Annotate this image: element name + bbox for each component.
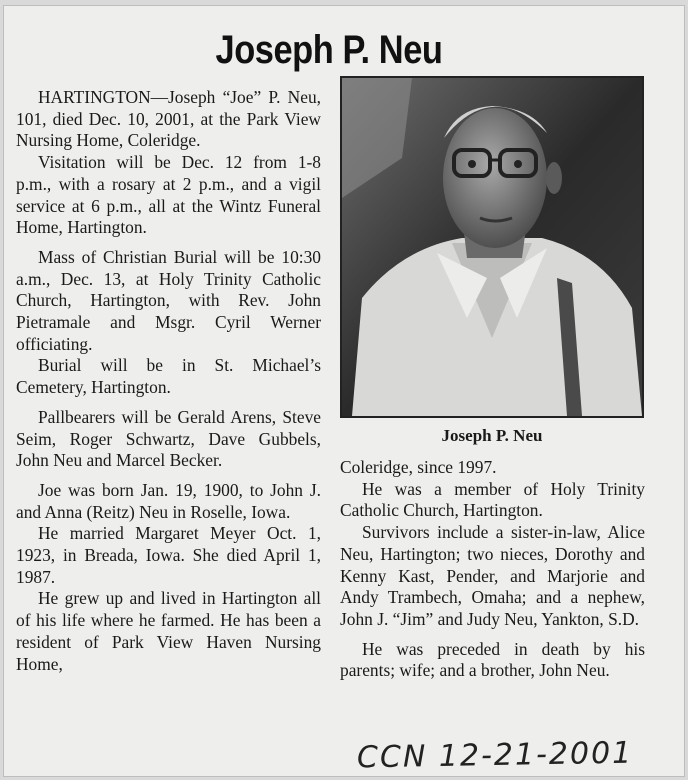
portrait-image	[342, 78, 642, 416]
newspaper-clipping	[4, 6, 684, 776]
paragraph-life: He grew up and lived in Hartington all of his life where he farmed. He has been a resident of Park View Haven Nursing Home,	[16, 588, 321, 674]
obituary-headline: Joseph P. Neu	[215, 28, 443, 72]
paragraph-survivors: Survivors include a sister-in-law, Alice Neu, Hartington; two nieces, Dorothy and Kenny Kast, Pender, and Marjorie and Andy Trambech, Omaha; and a nephew, John J. “Jim” and Judy Neu, Yankton, S.D.	[340, 522, 645, 629]
paragraph-church-membership: He was a member of Holy Trinity Catholic Church, Hartington.	[340, 478, 645, 521]
left-column	[16, 87, 321, 675]
portrait-photo	[340, 76, 644, 418]
paragraph-preceded: He was preceded in death by his parents; wife; and a brother, John Neu.	[340, 638, 645, 681]
paragraph-visitation: Visitation will be Dec. 12 from 1-8 p.m., with a rosary at 2 p.m., and a vigil service at 6 p.m., all at the Wintz Funeral Home, Hartington.	[16, 152, 321, 238]
right-column	[340, 457, 645, 682]
paragraph-residence-continued: Coleridge, since 1997.	[340, 457, 497, 477]
photo-caption: Joseph P. Neu	[441, 426, 543, 445]
paragraph-pallbearers: Pallbearers will be Gerald Arens, Steve Seim, Roger Schwartz, Dave Gubbels, John Neu and Marcel Becker.	[16, 406, 321, 471]
handwritten-date-note: CCN 12-21-2001	[356, 735, 634, 776]
paragraph-marriage: He married Margaret Meyer Oct. 1, 1923, in Breada, Iowa. She died April 1, 1987.	[16, 523, 321, 587]
paragraph-death-notice: HARTINGTON—Joseph “Joe” P. Neu, 101, died Dec. 10, 2001, at the Park View Nursing Home, Coleridge.	[16, 87, 321, 151]
paragraph-mass: Mass of Christian Burial will be 10:30 a.m., Dec. 13, at Holy Trinity Catholic Church, Hartington, with Rev. John Pietramale and Msgr. Cyril Werner officiating.	[16, 246, 321, 354]
paragraph-burial: Burial will be in St. Michael’s Cemetery, Hartington.	[16, 355, 321, 398]
paragraph-birth: Joe was born Jan. 19, 1900, to John J. and Anna (Reitz) Neu in Roselle, Iowa.	[16, 479, 321, 522]
